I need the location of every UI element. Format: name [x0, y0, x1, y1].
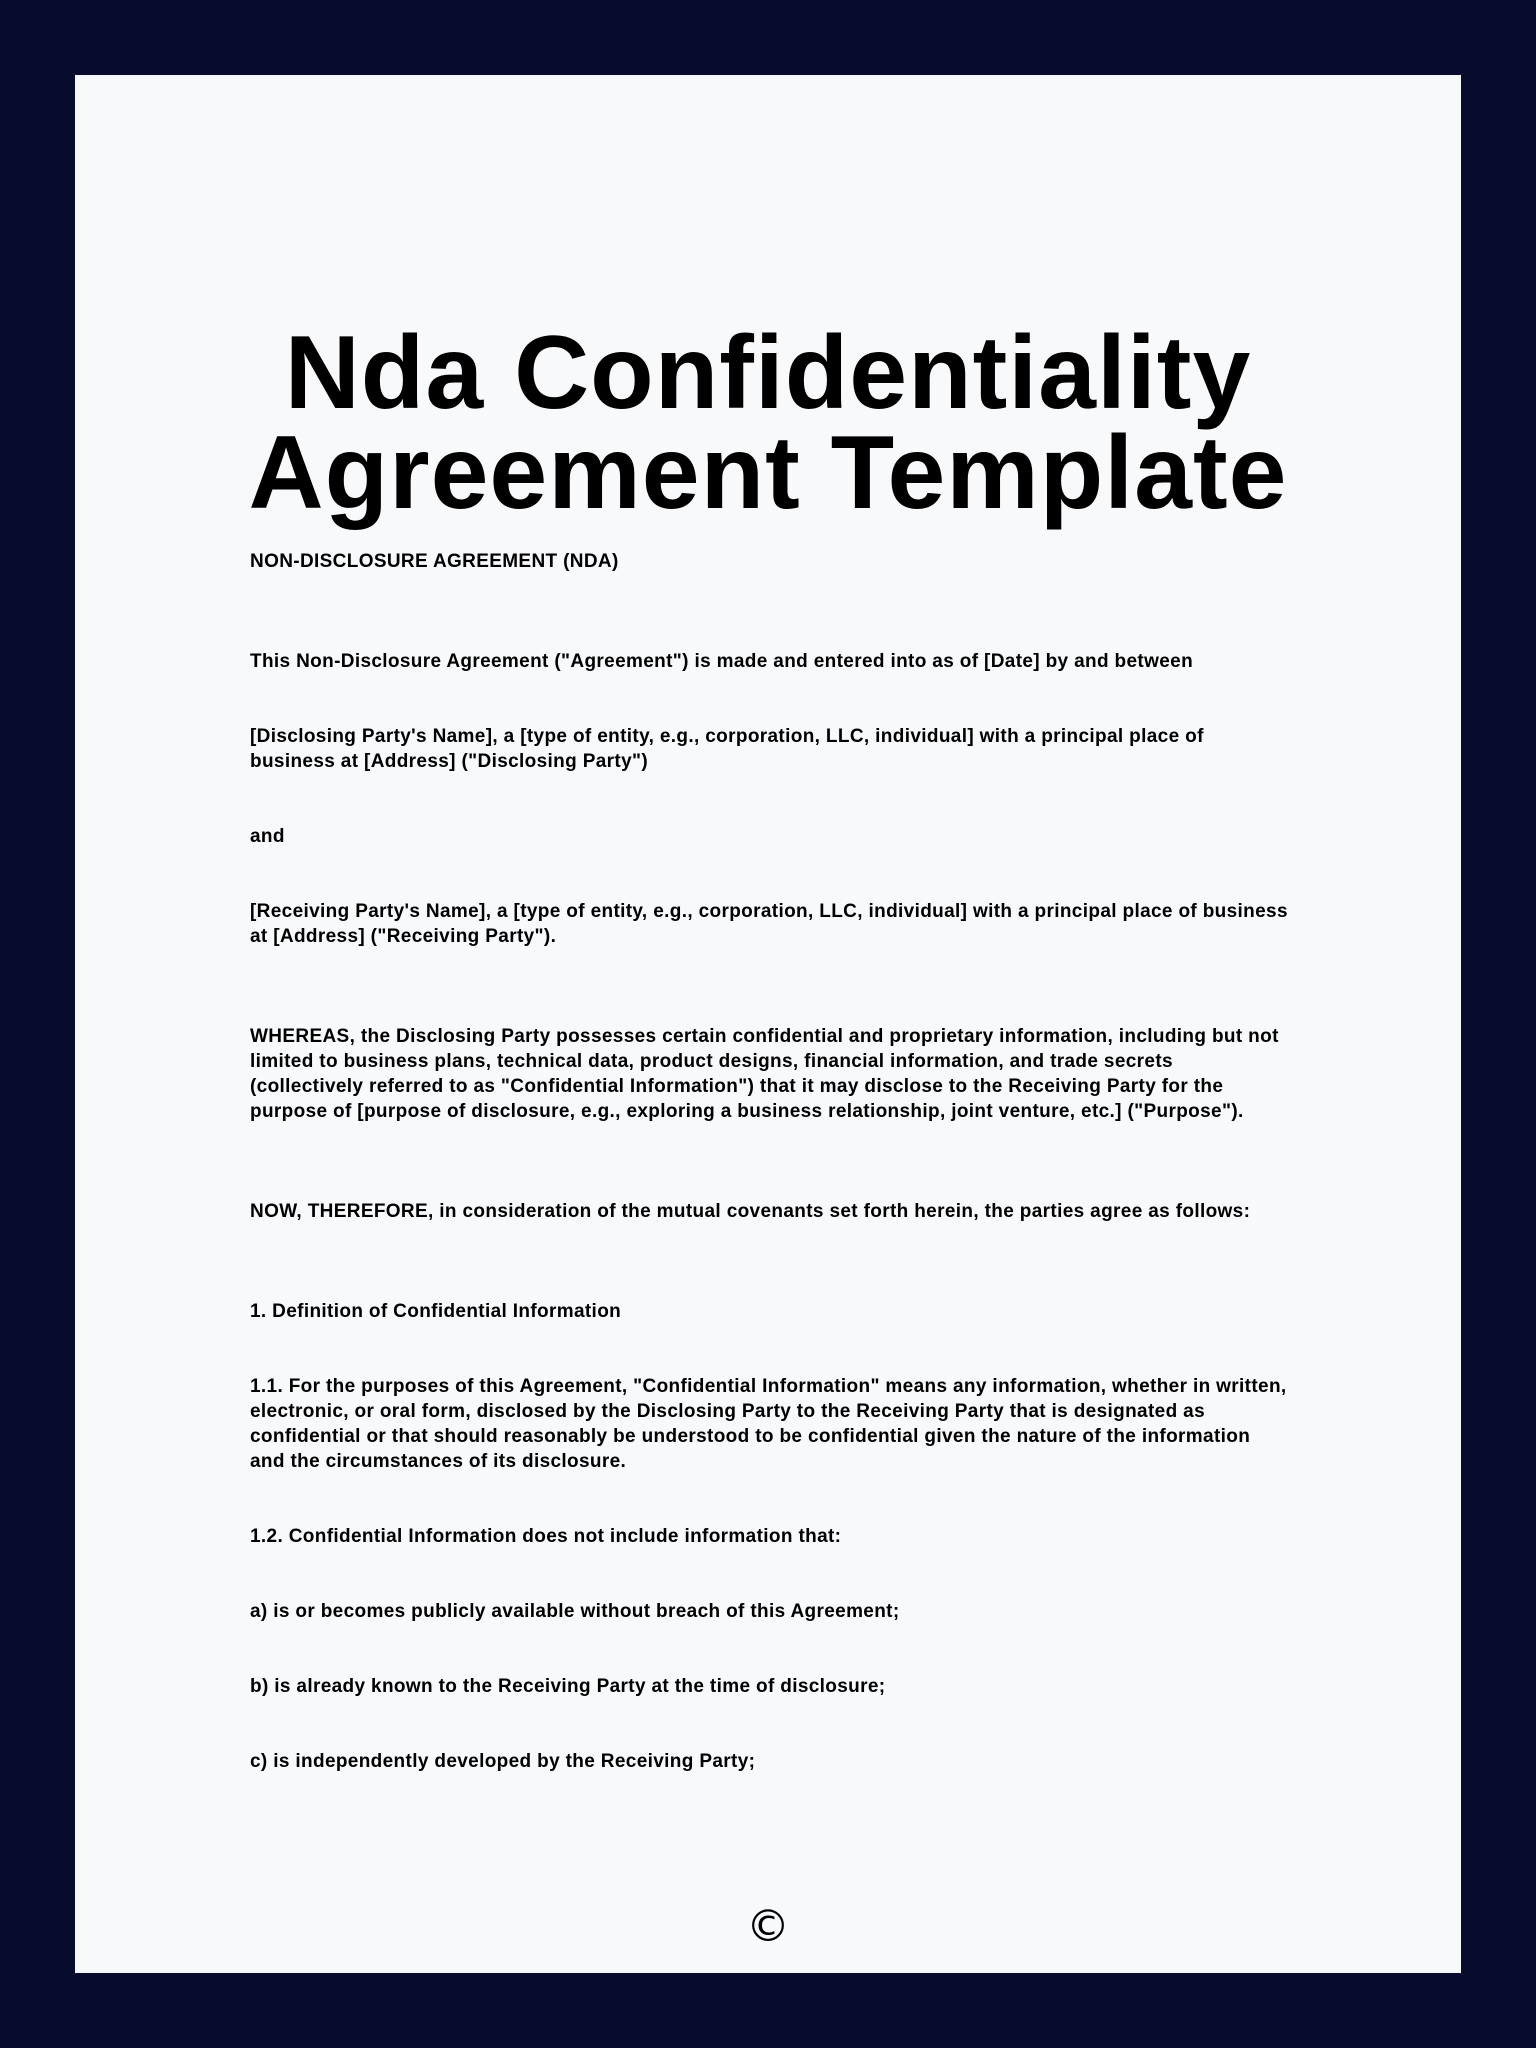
clause-1-2: 1.2. Confidential Information does not include information that:: [250, 1526, 842, 1547]
whereas-paragraph: WHEREAS, the Disclosing Party possesses certain confidential and proprietary information, including but not limited to business plans, technical data, product designs, financial information, and trade secrets (collectively referred to as "Confidential Information") that it may disclose to the Receiving Party for the purpose of [purpose of disclosure, e.g., exploring a business relationship, joint venture, etc.] ("Purpose").: [250, 1026, 1279, 1122]
list-item-a: a) is or becomes publicly available without breach of this Agreement;: [250, 1601, 900, 1622]
copyright-icon: ©: [746, 1901, 790, 1952]
agreement-heading: NON-DISCLOSURE AGREEMENT (NDA): [250, 551, 619, 572]
now-therefore-paragraph: NOW, THEREFORE, in consideration of the mutual covenants set forth herein, the parties agree as follows:: [250, 1201, 1251, 1222]
document-page: [75, 75, 1461, 1973]
and-text: and: [250, 826, 285, 847]
receiving-party-paragraph: [Receiving Party's Name], a [type of entity, e.g., corporation, LLC, individual] with a principal place of business at [Address] ("Receiving Party").: [250, 901, 1288, 947]
section-1-heading: 1. Definition of Confidential Information: [250, 1301, 622, 1322]
document-title: [75, 315, 1461, 531]
intro-paragraph: This Non-Disclosure Agreement ("Agreement") is made and entered into as of [Date] by and between: [250, 651, 1194, 672]
list-item-c: c) is independently developed by the Receiving Party;: [250, 1751, 756, 1772]
clause-1-1: 1.1. For the purposes of this Agreement, "Confidential Information" means any information, whether in written, electronic, or oral form, disclosed by the Disclosing Party to the Receiving Party that is designated as confidential or that should reasonably be understood to be confidential given the nature of the information and the circumstances of its disclosure.: [250, 1376, 1287, 1472]
document-title-line-2: Agreement Template: [248, 415, 1288, 531]
list-item-b: b) is already known to the Receiving Party at the time of disclosure;: [250, 1676, 886, 1697]
disclosing-party-paragraph: [Disclosing Party's Name], a [type of entity, e.g., corporation, LLC, individual] with a principal place of business at [Address] ("Disclosing Party"): [250, 726, 1204, 772]
document-title-line-1: Nda Confidentiality: [284, 315, 1252, 431]
